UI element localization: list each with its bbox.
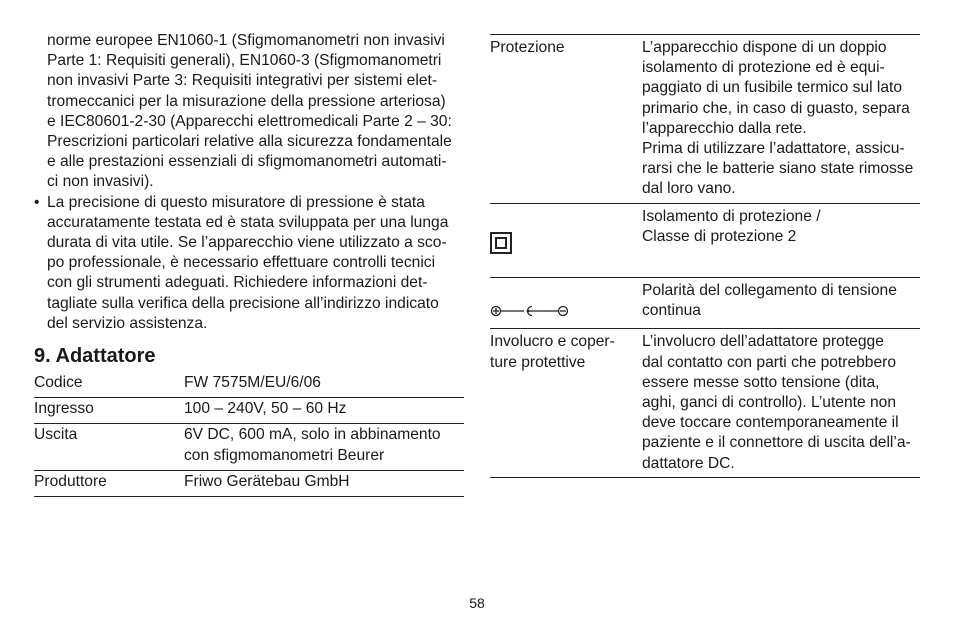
spec-key: Ingresso (34, 400, 94, 418)
page-number: 58 (469, 595, 485, 611)
table-row (34, 398, 464, 424)
spec-value: FW 7575M/EU/6/06 (184, 374, 321, 392)
table-row (34, 470, 464, 496)
adapter-spec-table (34, 372, 464, 497)
left-column (34, 31, 466, 497)
bullet-text: La precisione di questo misuratore di pressione è stata accuratamente testata ed è stata sviluppata per una lunga durata di vita utile. Se l’apparecchio viene utilizzato a sco- po professionale, è necessario effettuare controlli tecnici con gli strumenti adeguati. Richiedere informazioni det- tagliate sulla verifica della precisione all’indirizzo indicato del servizio assistenza. (47, 193, 449, 332)
dc-polarity-icon (490, 303, 574, 319)
row-key: Involucro e coper- ture protettive (490, 333, 615, 371)
table-row (34, 424, 464, 470)
spec-value: 100 – 240V, 50 – 60 Hz (184, 400, 347, 418)
bullet-item-precision (34, 193, 466, 334)
row-value: L’apparecchio dispone di un doppio isolamento di protezione ed è equi- paggiato di un fusibile termico sul lato primario che, in caso di guasto, separa l’apparecchio dalla rete. Prima di utilizzare l’adattatore, assicu- rarsi che le batterie siano state rimosse dal loro vano. (642, 39, 914, 198)
spec-key: Uscita (34, 426, 78, 444)
row-value: L’involucro dell’adattatore protegge dal contatto con parti che potrebbero essere messe sotto tensione (dita, aghi, ganci di controllo). L’utente non deve toccare contemporaneamente il paziente e il connettore di uscita dell’a- dattatore DC. (642, 333, 911, 472)
table-row (490, 278, 920, 329)
table-row (490, 35, 920, 204)
spec-value: Friwo Gerätebau GmbH (184, 472, 350, 490)
spec-key: Codice (34, 374, 83, 392)
right-column-table (490, 34, 920, 478)
standards-paragraph: norme europee EN1060-1 (Sfigmomanometri non invasivi Parte 1: Requisiti generali), EN1060-3 (Sfigmomanometri non invasivi Parte 3: Requisiti integrativi per sistemi elet- tromeccanici per la misurazione della pressione arteriosa) e IEC80601-2-30 (Apparecchi elettromedicali Parte 2 – 30: Prescrizioni particolari relative alla sicurezza fondamentale e alle prestazioni essenziali di sfigmomanometri automati- ci non invasivi). (47, 32, 452, 191)
row-key: Protezione (490, 39, 565, 56)
double-insulation-icon (490, 232, 512, 254)
table-row (34, 372, 464, 398)
spec-key: Produttore (34, 472, 107, 490)
row-value: Isolamento di protezione / Classe di protezione 2 (642, 207, 821, 245)
row-value: Polarità del collegamento di tensione continua (642, 282, 897, 320)
spec-value: 6V DC, 600 mA, solo in abbinamento con sfigmomanometri Beurer (184, 426, 441, 464)
section-title: 9. Adattatore (34, 345, 156, 368)
table-row (490, 329, 920, 477)
table-row (490, 204, 920, 278)
bullet-dot: • (34, 193, 40, 211)
